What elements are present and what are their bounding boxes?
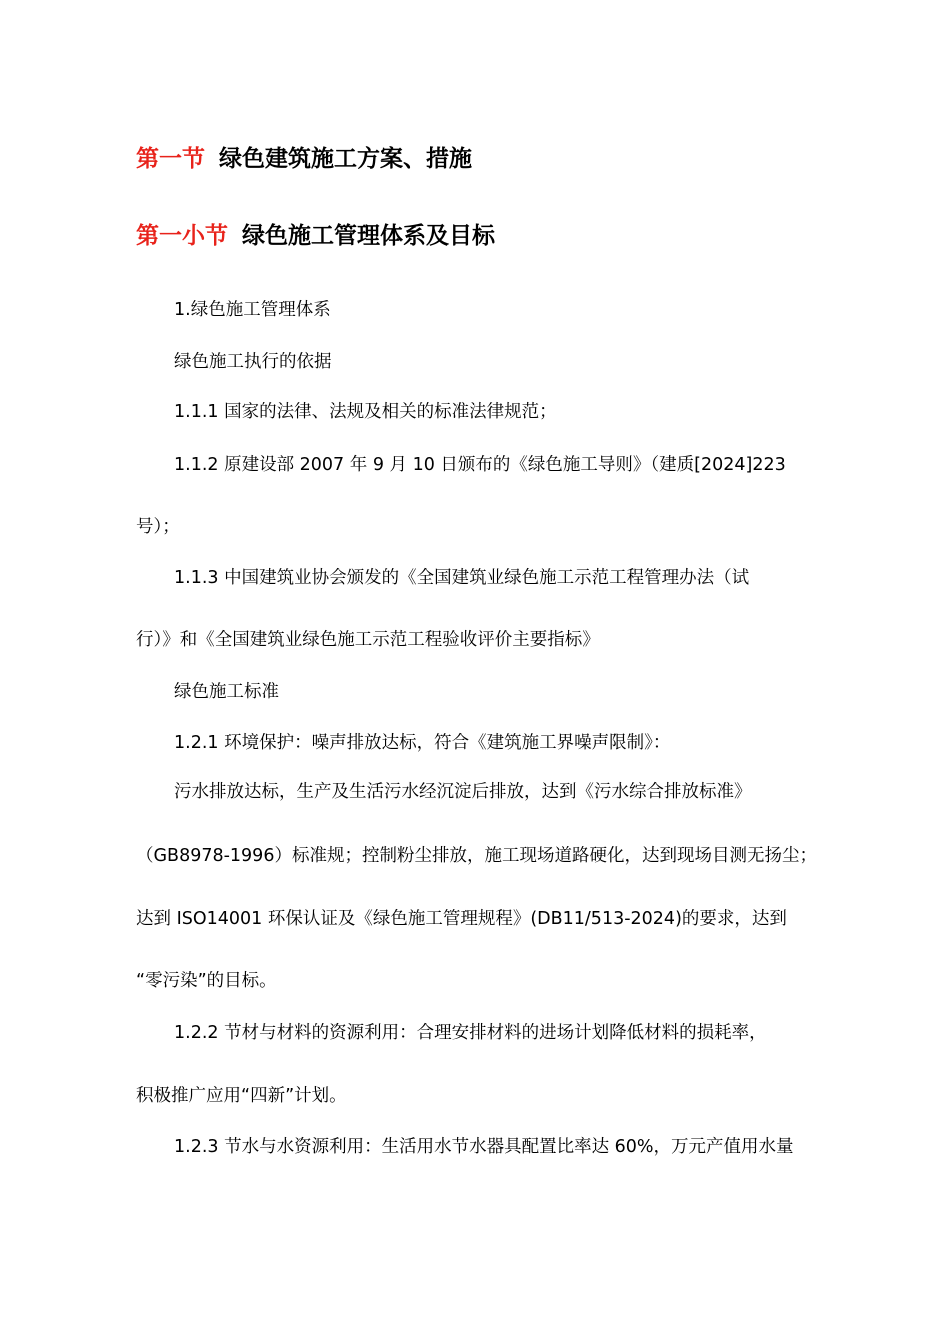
subsection-title: 绿色施工管理体系及目标 bbox=[242, 223, 495, 249]
body-line-1-2-1-c: 达到 ISO14001 环保认证及《绿色施工管理规程》(DB11/513-2024)的要求，达到 bbox=[136, 909, 787, 929]
section-number: 第一节 bbox=[136, 146, 205, 172]
body-line-1-2-3: 1.2.3 节水与水资源利用：生活用水节水器具配置比率达 60%，万元产值用水量 bbox=[174, 1137, 794, 1157]
body-line-1-1-3-cont: 行）》和《全国建筑业绿色施工示范工程验收评价主要指标》 bbox=[136, 630, 600, 650]
body-line-standard-title: 绿色施工标准 bbox=[174, 682, 279, 702]
body-line-1-2-1: 1.2.1 环境保护：噪声排放达标，符合《建筑施工界噪声限制》： bbox=[174, 733, 671, 753]
subsection-heading bbox=[136, 221, 495, 251]
section-title: 绿色建筑施工方案、措施 bbox=[219, 146, 472, 172]
subsection-number: 第一小节 bbox=[136, 223, 228, 249]
body-line-1-1-3: 1.1.3 中国建筑业协会颁发的《全国建筑业绿色施工示范工程管理办法（试 bbox=[174, 568, 750, 588]
body-line-basis-title: 绿色施工执行的依据 bbox=[174, 352, 332, 372]
body-line-1-2-1-b: （GB8978-1996）标准规；控制粉尘排放，施工现场道路硬化，达到现场目测无扬尘； bbox=[136, 846, 817, 866]
body-line-system-title: 1.绿色施工管理体系 bbox=[174, 300, 331, 320]
section-heading bbox=[136, 144, 472, 174]
body-line-1-2-2: 1.2.2 节材与材料的资源利用：合理安排材料的进场计划降低材料的损耗率， bbox=[174, 1023, 767, 1043]
body-line-1-2-2-cont: 积极推广应用“四新”计划。 bbox=[136, 1086, 347, 1106]
body-line-1-1-2: 1.1.2 原建设部 2007 年 9 月 10 日颁布的《绿色施工导则》（建质[2024]223 bbox=[174, 455, 786, 475]
body-line-1-1-2-cont: 号）； bbox=[136, 517, 180, 537]
body-line-1-2-1-a: 污水排放达标，生产及生活污水经沉淀后排放，达到《污水综合排放标准》 bbox=[174, 782, 752, 802]
body-line-1-1-1: 1.1.1 国家的法律、法规及相关的标准法律规范； bbox=[174, 402, 557, 422]
body-line-1-2-1-d: “零污染”的目标。 bbox=[136, 971, 277, 991]
